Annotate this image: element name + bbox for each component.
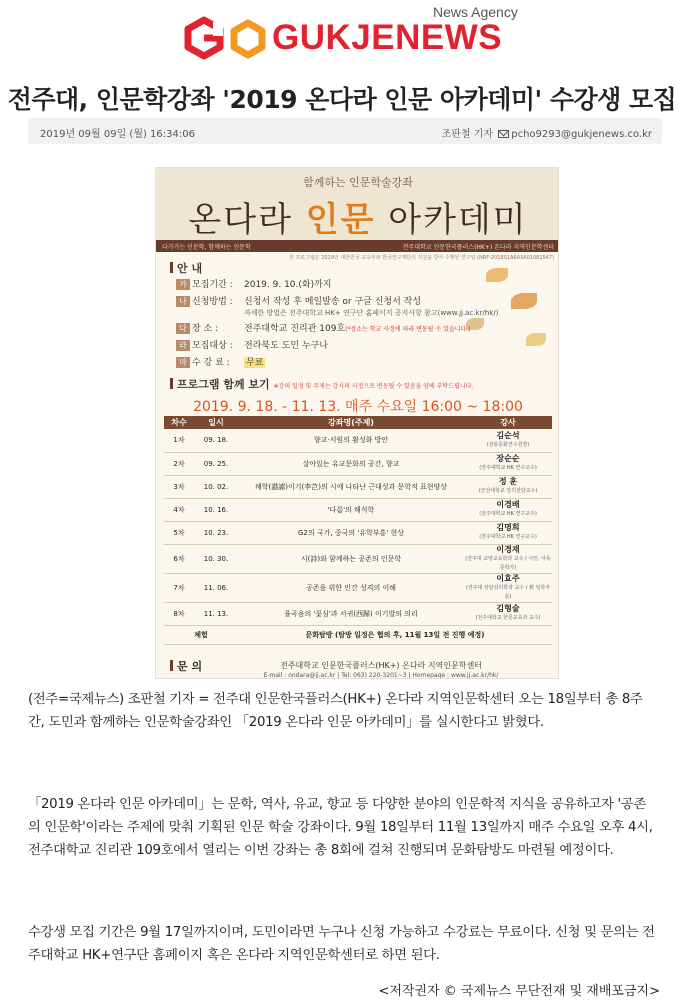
table-row-extra: 체험 문화탐방 (탐방 일정은 협의 후, 11월 13일 전 진행 예정): [164, 625, 552, 644]
logo-text: GUKJENEWS: [272, 18, 503, 57]
article-paragraph-2: 「2019 온다라 인문 아카데미」는 문학, 역사, 유교, 향교 등 다양한 분야의 인문학적 지식을 공유하고자 '공존의 인문학'이라는 주제에 맞춰 기획된 인문 학술 강좌이다. 9월 18일부터 11월 13일까지 매주 수요일 오후 4시, 전주대학교 진리관 109호에서 열리는 이번 강좌는 총 8회에 걸쳐 진행되며 문화탐방도 마련될 예정이다.: [28, 797, 653, 858]
info-row-period: 가 모집기간 : 2019. 9. 10.(화)까지: [176, 277, 332, 290]
reporter-name: 조판철 기자: [441, 129, 494, 140]
program-section-title: 프로그램 함께 보기 ※강의 일정 및 주제는 강사의 사정으로 변동될 수 있음을 양해 부탁드립니다.: [170, 376, 473, 392]
table-row: 1차 09. 18. 향교·서원의 활성화 방안 김순석 (전통문화연수원장): [164, 429, 552, 452]
info-row-place: 다 장 소 : 전주대학교 진리관 109호(*장소는 학교 사정에 따라 변동될 수 있습니다.): [176, 321, 471, 334]
article-headline: 전주대, 인문학강좌 '2019 온다라 인문 아카데미' 수강생 모집: [7, 85, 677, 114]
contact-detail: E-mail : ondara@jj.ac.kr | Tel: 063) 220-3201~3 | Homepage : www.jj.ac.kr/hk/: [263, 672, 499, 679]
info-row-method: 나 신청방법 : 신청서 작성 후 메일발송 or 구글 신청서 작성: [176, 294, 421, 307]
poster-title-pre: 온다라: [188, 200, 306, 240]
info-row-target: 라 모집대상 : 전라북도 도민 누구나: [176, 338, 328, 351]
poster-funding-note: 본 프로그램은 2019년 대한민국 교육부와 한국연구재단의 지원을 받아 수행된 연구임 (NRF-2018S1A6A3A01081547): [289, 255, 554, 261]
table-row: 4차 10. 16. '다름'의 해석학 이경배 (전주대학교 HK 연구교수): [164, 498, 552, 521]
logo-o-icon: [228, 19, 268, 59]
article-meta-bar: [28, 118, 662, 144]
leaf-decoration-icon: [526, 333, 546, 346]
table-row: 2차 09. 25. 살아있는 유교문화의 공간, 향교 장순순 (전주대학교 HK 연구교수): [164, 452, 552, 475]
poster-banner: [156, 168, 559, 240]
site-logo[interactable]: [182, 6, 534, 62]
poster-strip-left: 다가가는 인문학, 함께하는 인문학: [162, 244, 251, 251]
logo-g-icon: [182, 16, 226, 60]
reporter-email-link[interactable]: pcho9293@gukjenews.co.kr: [511, 129, 652, 140]
poster-title-post: 아카데미: [375, 200, 528, 240]
mail-icon: [498, 130, 509, 138]
program-period: 2019. 9. 18. - 11. 13. 매주 수요일 16:00 ~ 18:00: [193, 399, 523, 415]
logo-tagline: News Agency: [433, 4, 518, 20]
article-date: 2019년 09월 09일 (월) 16:34:06: [40, 129, 195, 140]
info-row-fee: 마 수 강 료 : 무료: [176, 355, 265, 368]
poster-strip-right: 전주대학교 인문한국플러스(HK+) 온다라 지역인문학센터: [402, 244, 554, 251]
leaf-decoration-icon: [486, 268, 508, 282]
article-author: [442, 125, 652, 140]
table-row: 7차 11. 06. 공존을 위한 인간 성격의 이해 이효주 (전주대 상담심리학과 교수 / 敎 임학자문): [164, 573, 552, 602]
article-paragraph-1: (전주=국제뉴스) 조판철 기자 = 전주대 인문한국플러스(HK+) 온다라 지역인문학센터 오는 18일부터 총 8주간, 도민과 함께하는 인문학술강좌인 「2019 온다라 인문 아카데미」를 실시한다고 밝혔다.: [28, 692, 643, 730]
poster-title-highlight: 인문: [305, 200, 376, 240]
poster-strip: [156, 240, 559, 252]
program-table: [164, 416, 552, 645]
table-row: 5차 10. 23. G2의 국가, 중국의 '유학부흥' 현상 김명희 (전주대학교 HK 연구교수): [164, 521, 552, 544]
copyright-notice: <저작권자 © 국제뉴스 무단전재 및 재배포금지>: [378, 984, 660, 999]
academy-poster: [155, 167, 559, 679]
poster-title: [156, 192, 559, 241]
article-paragraph-3: 수강생 모집 기간은 9월 17일까지이며, 도민이라면 누구나 신청 가능하고 수강료는 무료이다. 신청 및 문의는 전주대학교 HK+연구단 홈페이지 혹은 온다라 지역인문학센터로 하면 된다.: [28, 925, 655, 963]
poster-subtitle: 함께하는 인문학술강좌: [303, 176, 413, 189]
contact-section-title: 문 의: [170, 658, 202, 674]
info-method-detail: 자세한 방법은 전주대학교 HK+ 연구단 홈페이지 공지사항 참고(www.jj.ac.kr/hk/): [244, 309, 499, 317]
info-section-title: 안 내: [170, 260, 202, 276]
table-row: 6차 10. 30. 시(詩)와 함께하는 공존의 인문학 이경재 (전주대 교양교육학과 교수 / 시인, 아동문학가): [164, 544, 552, 573]
table-row: 3차 10. 02. 해학(諧謔)이기(李芑)의 시에 나타난 근대성과 문학적 표현양상 정 훈 (군산대학교 강의전담교수): [164, 475, 552, 498]
table-header-row: 차수 일시 강좌명(주제) 강사: [164, 416, 552, 429]
contact-org: 전주대학교 인문한국플러스(HK+) 온다라 지역인문학센터: [280, 661, 482, 670]
table-row: 8차 11. 13. 율곡음의 '꽃심'과 서귀(西歸) 이기발의 의리 김형술 (전주대학교 한문교육과 교수): [164, 602, 552, 625]
leaf-decoration-icon: [511, 293, 537, 309]
